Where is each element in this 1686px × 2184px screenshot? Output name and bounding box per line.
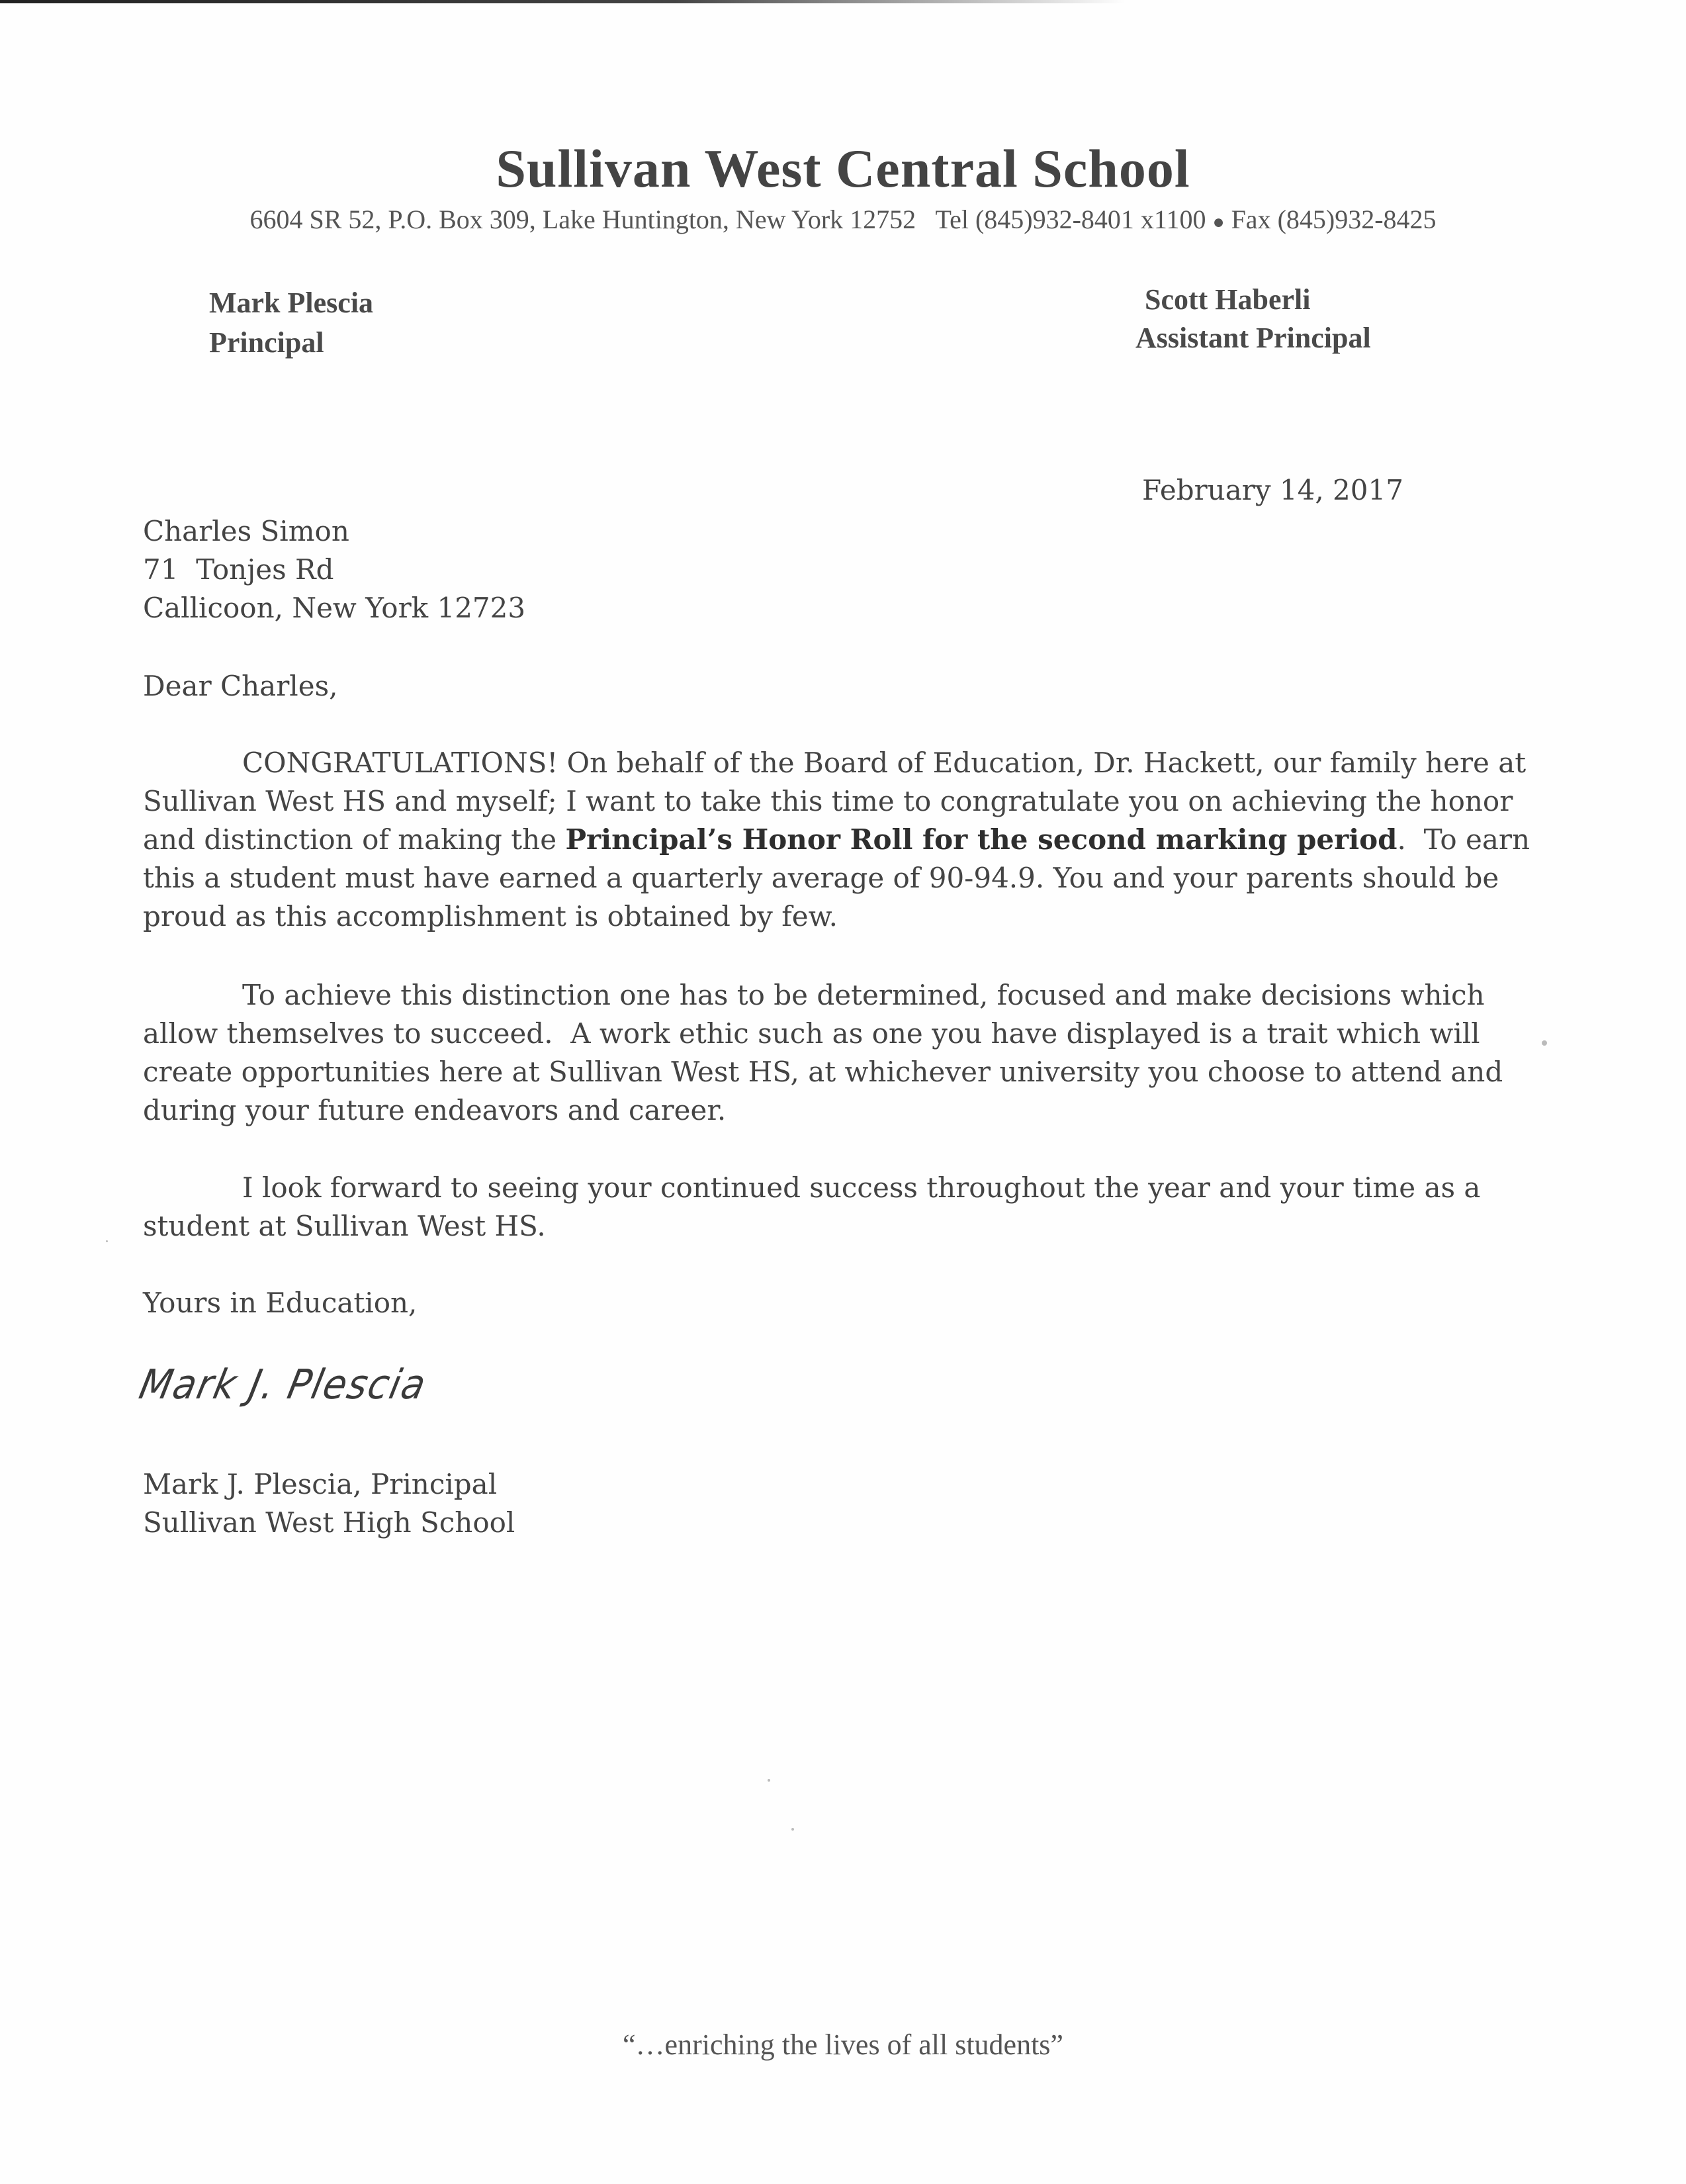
recipient-address-block xyxy=(143,512,525,627)
scan-speck xyxy=(1542,1040,1547,1046)
school-phone: Tel (845)932-8401 x1100 xyxy=(935,205,1206,234)
paragraph-line: Sullivan West HS and myself; I want to take this time to congratulate you on achieving the honor xyxy=(143,785,1513,817)
paragraph-line: allow themselves to succeed. A work ethic such as one you have displayed is a trait which will xyxy=(143,1017,1480,1050)
school-address: 6604 SR 52, P.O. Box 309, Lake Huntington, New York 12752 xyxy=(249,205,916,234)
handwritten-signature: Mark J. Plescia xyxy=(135,1361,431,1409)
salutation: Dear Charles, xyxy=(143,670,338,702)
scan-speck xyxy=(791,1828,794,1831)
principal-title: Principal xyxy=(209,326,324,359)
recipient-city-state-zip: Callicoon, New York 12723 xyxy=(143,592,526,624)
paragraph-line: proud as this accomplishment is obtained by few. xyxy=(143,900,838,933)
honor-roll-emphasis: Principal’s Honor Roll for the second marking period xyxy=(565,823,1398,856)
text-run: . To earn xyxy=(1397,823,1531,856)
principal-name: Mark Plescia xyxy=(209,287,374,319)
recipient-street: 71 Tonjes Rd xyxy=(143,553,334,586)
scan-speck xyxy=(106,1240,108,1242)
paragraph-line: student at Sullivan West HS. xyxy=(143,1210,546,1242)
school-name-heading: Sullivan West Central School xyxy=(496,138,1190,199)
signature-block xyxy=(143,1465,515,1542)
paragraph-line xyxy=(143,821,1531,859)
assistant-principal-title: Assistant Principal xyxy=(1135,322,1371,354)
bullet-separator-icon: ● xyxy=(1212,210,1225,233)
scan-speck xyxy=(768,1779,770,1782)
assistant-principal-block xyxy=(1135,281,1371,357)
assistant-principal-name: Scott Haberli xyxy=(1145,283,1311,316)
footer-motto: “…enriching the lives of all students” xyxy=(623,2028,1063,2061)
scan-edge-shadow xyxy=(0,0,1125,3)
signer-name-title: Mark J. Plescia, Principal xyxy=(143,1468,498,1500)
signer-school: Sullivan West High School xyxy=(143,1506,515,1539)
school-fax: Fax (845)932-8425 xyxy=(1231,205,1437,234)
body-paragraph-3 xyxy=(143,1169,1499,1246)
letterhead-contact-line xyxy=(0,204,1686,235)
closing-phrase: Yours in Education, xyxy=(143,1287,418,1319)
letter-date: February 14, 2017 xyxy=(1142,474,1403,506)
recipient-name: Charles Simon xyxy=(143,515,349,547)
principal-block xyxy=(209,283,373,363)
paragraph-line: I look forward to seeing your continued success throughout the year and your time as a xyxy=(242,1171,1481,1204)
body-paragraph-2 xyxy=(143,976,1503,1130)
paragraph-line: CONGRATULATIONS! On behalf of the Board of Education, Dr. Hackett, our family here at xyxy=(242,747,1527,779)
paragraph-line: create opportunities here at Sullivan West HS, at whichever university you choose to attend and xyxy=(143,1056,1503,1088)
paragraph-line: this a student must have earned a quarterly average of 90-94.9. You and your parents should be xyxy=(143,862,1499,894)
paragraph-line: To achieve this distinction one has to be determined, focused and make decisions which xyxy=(242,979,1485,1011)
body-paragraph-1 xyxy=(143,744,1531,936)
paragraph-line: during your future endeavors and career. xyxy=(143,1094,727,1126)
text-run: and distinction of making the xyxy=(143,823,566,856)
